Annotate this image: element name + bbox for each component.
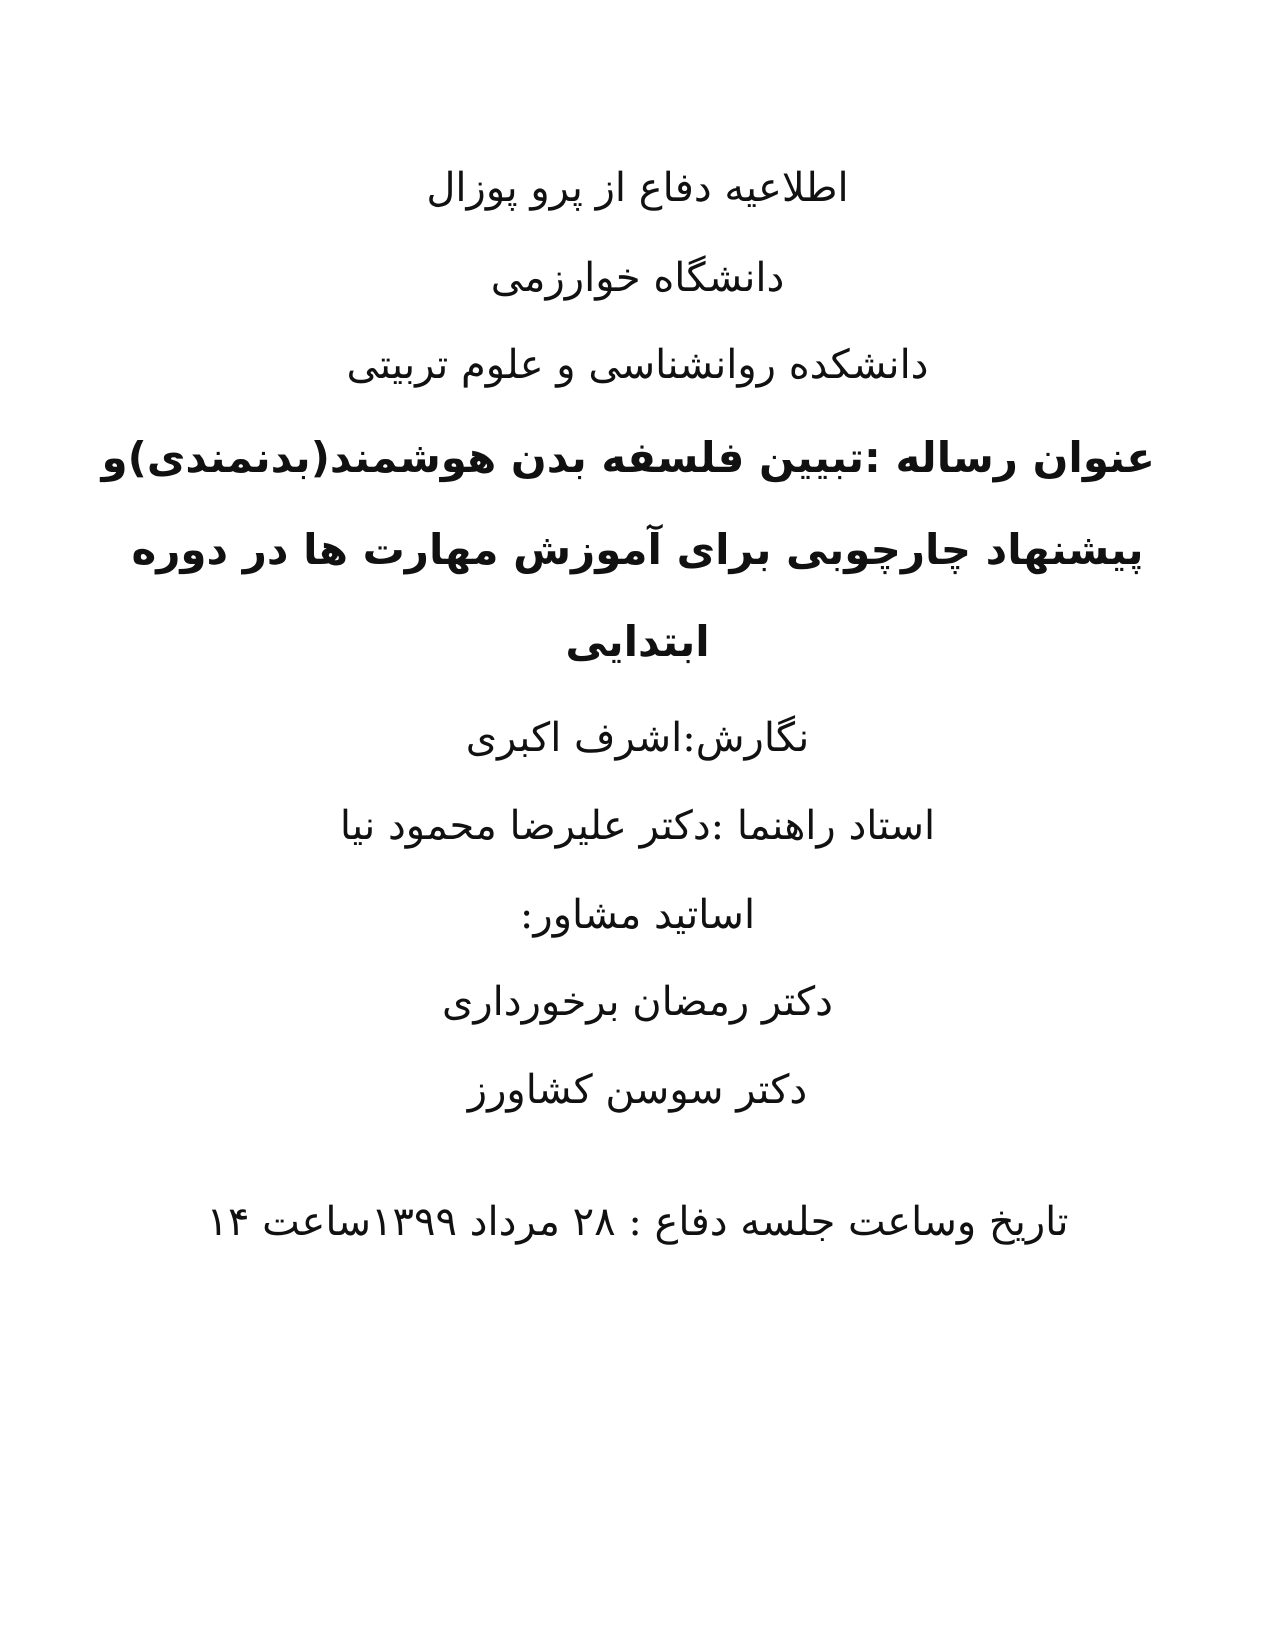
advisor-name: دکتر رمضان برخورداری xyxy=(442,979,833,1025)
author-line: نگارش:اشرف اکبری xyxy=(465,715,810,761)
advisor-name: دکتر سوسن کشاورز xyxy=(467,1067,808,1113)
announcement-heading: اطلاعیه دفاع از پرو پوزال xyxy=(426,165,849,211)
thesis-title-line-2: پیشنهاد چارچوبی برای آموزش مهارت ها در دوره xyxy=(131,525,1144,574)
thesis-title-line-3: ابتدایی xyxy=(565,617,710,666)
faculty-name: دانشکده روانشناسی و علوم تربیتی xyxy=(346,342,929,388)
advisors-label: اساتید مشاور: xyxy=(519,892,756,938)
defense-date-time: تاریخ وساعت جلسه دفاع : ۲۸ مرداد ۱۳۹۹ساعت ۱۴ xyxy=(206,1199,1069,1245)
university-name: دانشگاه خوارزمی xyxy=(490,255,785,301)
supervisor-line: استاد راهنما :دکتر علیرضا محمود نیا xyxy=(339,803,936,849)
thesis-title-line-1: عنوان رساله :تبیین فلسفه بدن هوشمند(بدنمندی)و xyxy=(101,433,1155,482)
